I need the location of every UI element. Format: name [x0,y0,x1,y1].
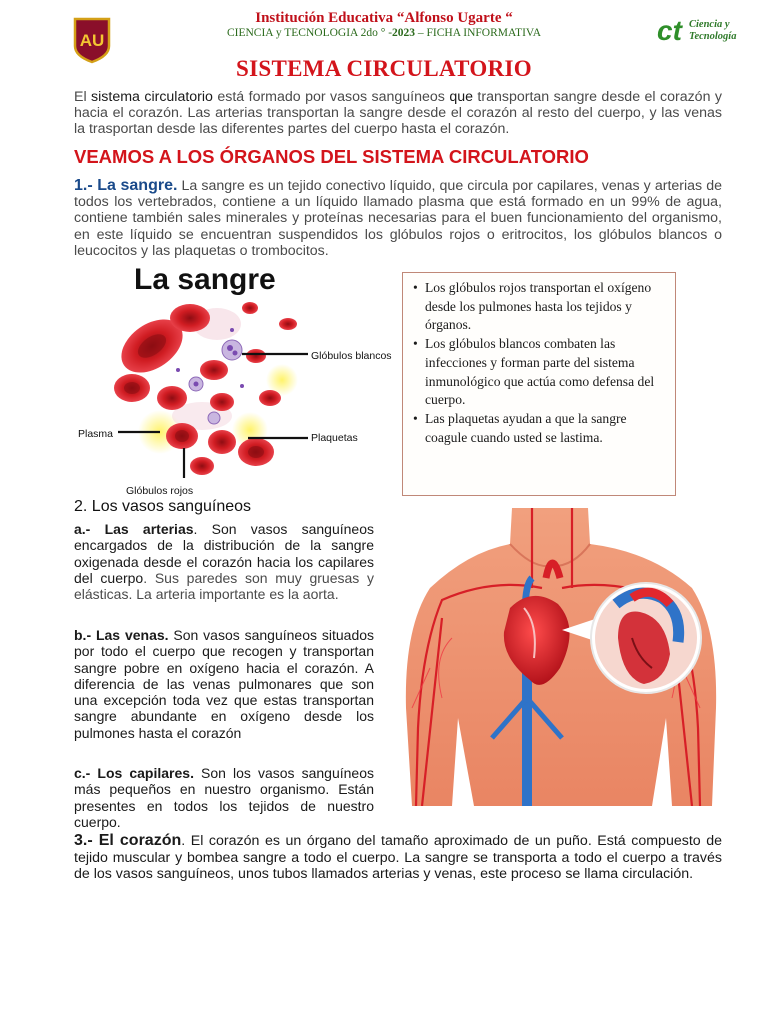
venas-paragraph: b.- Las venas. Son vasos sanguíneos situados por todo el cuerpo que recogen y transportan sangre pobre en oxígeno hacia el corazón. A diferencia de las venas pulmonares que son una excepción toda vez que estas transportan sangre abundante en oxígeno desde los pulmones hasta el corazón [74,627,375,741]
blood-facts-box [402,272,676,496]
intro-paragraph: El sistema circulatorio está formado por vasos sanguíneos que transportan sangre desde el corazón y hacia el corazón. Las arterias transportan la sangre desde el corazón al resto del cuerpo, y las venas la trasportan desde las diferentes partes del cuerpo hasta el corazón. [74,89,722,138]
sangre-paragraph: 1.- La sangre. La sangre es un tejido conectivo líquido, que circula por capilares, venas y arterias de todos los vertebrados, contiene a un líquido llamado plasma que está formado en un 99% de agua, contiene también sales minerales y proteínas necesarias para el buen funcionamiento del organismo, en este líquido se encuentran suspendidos los glóbulos rojos o eritrocitos, los glóbulos blancos o leucocitos y las plaquetas o trombocitos. [74,177,722,259]
blood-illustration [72,266,392,500]
school-logo-text: AU [79,31,105,50]
svg-text:Tecnología: Tecnología [689,31,737,42]
arterias-paragraph: a.- Las arterias. Son vasos sanguíneos encargados de la distribución de la sangre oxigenada desde el corazón hacia los capilares del cuerpo. Sus paredes son muy gruesas y elásticas. La arteria importante es la aorta. [74,521,374,603]
capilares-paragraph: c.- Los capilares. Son los vasos sanguíneos más pequeños en nuestro organismo. Están presentes en todos los tejidos de nuestro cuerpo. [74,765,374,830]
label-globulos-rojos: Glóbulos rojos [126,485,194,497]
circulatory-body-illustration [382,508,730,806]
fact-item: • Los glóbulos blancos combaten las infecciones y forman parte del sistema inmunológico que actúa como defensa del cuerpo. [411,335,667,410]
label-plasma: Plasma [78,428,114,440]
label-plaquetas: Plaquetas [311,432,358,444]
fact-item: • Los glóbulos rojos transportan el oxígeno desde los pulmones hasta los tejidos y órganos. [411,279,667,335]
svg-text:ct: ct [657,15,682,46]
page-title: SISTEMA CIRCULATORIO [236,56,532,81]
fact-item: • Las plaquetas ayudan a que la sangre coagule cuando usted se lastima. [411,410,667,447]
blood-figure-title: La sangre [134,263,276,296]
document-subtitle: CIENCIA y TECNOLOGIA 2do ° -2023 – FICHA INFORMATIVA [226,27,542,39]
corazon-lead: 3.- El corazón [74,832,182,849]
sangre-lead: 1.- La sangre. [74,177,178,194]
svg-text:Ciencia y: Ciencia y [689,19,730,30]
label-globulos-blancos: Glóbulos blancos [311,350,392,362]
organs-heading: VEAMOS A LOS ÓRGANOS DEL SISTEMA CIRCULATORIO [74,146,589,167]
school-name: Institución Educativa “Alfonso Ugarte “ [255,10,513,26]
ciencia-tecnologia-logo [655,14,747,46]
vasos-heading: 2. Los vasos sanguíneos [74,498,252,515]
corazon-paragraph: 3.- El corazón. El corazón es un órgano del tamaño aproximado de un puño. Está compuesto de tejido muscular y bombea sangre a todo el cuerpo. La sangre se transporta a todo el cuerpo a través de los vasos sanguíneos, unos tubos llamados arterias y venas, este proceso se llama circulación. [74,832,722,883]
